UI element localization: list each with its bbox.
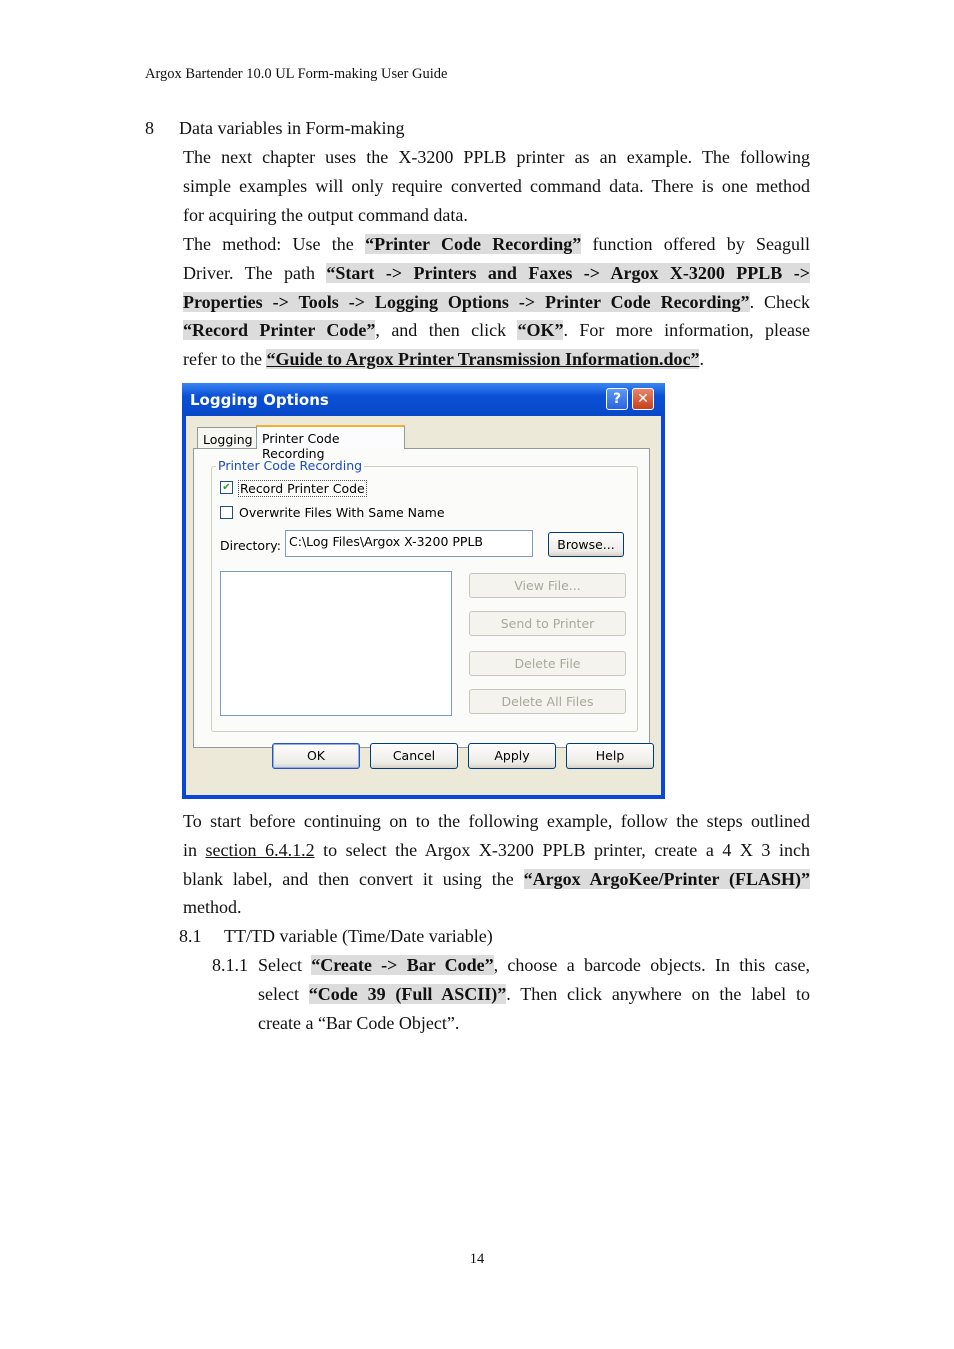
dialog-client-area bbox=[186, 416, 661, 795]
step-line-1 bbox=[258, 951, 810, 980]
dialog-title-bar bbox=[182, 383, 665, 416]
highlight-record-printer-code: “Record Printer Code” bbox=[183, 320, 376, 340]
step-line-3: create a “Bar Code Object”. bbox=[258, 1013, 460, 1033]
method-line-2 bbox=[183, 259, 810, 288]
highlight-path-part-2: Properties -> Tools -> Logging Options -> Printer Code Recording” bbox=[183, 292, 750, 312]
directory-label: Directory: bbox=[220, 538, 281, 553]
section-8-number: 8 bbox=[145, 118, 154, 138]
text: select bbox=[258, 984, 309, 1004]
recorded-files-list[interactable] bbox=[220, 571, 452, 716]
method-line-3 bbox=[183, 288, 810, 317]
text: to select the Argox X-3200 PPLB printer, create a 4 X 3 inch bbox=[314, 840, 810, 860]
highlight-code-39: “Code 39 (Full ASCII)” bbox=[308, 984, 507, 1004]
help-icon[interactable]: ? bbox=[606, 388, 628, 410]
send-to-printer-button[interactable]: Send to Printer bbox=[469, 611, 626, 636]
text: , choose a barcode objects. In this case, bbox=[493, 955, 810, 975]
step-8-1-1-number: 8.1.1 bbox=[212, 955, 248, 975]
text: . For more information, please bbox=[563, 320, 811, 340]
text: refer to the bbox=[183, 349, 267, 369]
tab-printer-code-recording[interactable]: Printer Code Recording bbox=[256, 425, 405, 449]
logging-options-dialog bbox=[182, 383, 665, 799]
text: . bbox=[699, 349, 704, 369]
overwrite-files-checkbox[interactable] bbox=[220, 506, 233, 519]
delete-file-button[interactable]: Delete File bbox=[469, 651, 626, 676]
text: blank label, and then convert it using the bbox=[183, 869, 524, 889]
overwrite-files-label[interactable]: Overwrite Files With Same Name bbox=[239, 505, 445, 520]
tab-panel bbox=[193, 448, 650, 748]
tab-logging[interactable]: Logging bbox=[197, 427, 257, 449]
intro-line-1: The next chapter uses the X-3200 PPLB printer as an example. The following bbox=[183, 147, 810, 167]
dialog-title: Logging Options bbox=[190, 391, 329, 409]
after-line-3 bbox=[183, 865, 810, 894]
after-line-1: To start before continuing on to the following example, follow the steps outlined bbox=[183, 811, 810, 831]
intro-line-3: for acquiring the output command data. bbox=[183, 205, 468, 225]
highlight-printer-code-recording: “Printer Code Recording” bbox=[365, 234, 582, 254]
section-8-1-title: TT/TD variable (Time/Date variable) bbox=[224, 926, 493, 946]
section-link[interactable]: section 6.4.1.2 bbox=[205, 840, 315, 860]
section-8-1-number: 8.1 bbox=[179, 926, 202, 946]
section-8-title: Data variables in Form-making bbox=[179, 118, 405, 138]
text: Driver. The path bbox=[183, 263, 327, 283]
browse-button[interactable]: Browse... bbox=[548, 532, 624, 557]
delete-all-files-button[interactable]: Delete All Files bbox=[469, 689, 626, 714]
running-header: Argox Bartender 10.0 UL Form-making User Guide bbox=[145, 66, 448, 82]
text: in bbox=[183, 840, 206, 860]
step-line-2 bbox=[258, 980, 810, 1009]
close-icon[interactable]: ✕ bbox=[632, 388, 654, 410]
text: . Check bbox=[749, 292, 810, 312]
record-printer-code-checkbox[interactable]: ✔ bbox=[220, 481, 233, 494]
text: The method: Use the bbox=[183, 234, 366, 254]
intro-line-2: simple examples will only require converted command data. There is one method bbox=[183, 176, 810, 196]
after-line-2 bbox=[183, 836, 810, 865]
ok-button[interactable]: OK bbox=[272, 743, 360, 769]
guide-document-link[interactable]: “Guide to Argox Printer Transmission Information.doc” bbox=[266, 349, 700, 369]
highlight-create-bar-code: “Create -> Bar Code” bbox=[311, 955, 494, 975]
apply-button[interactable]: Apply bbox=[468, 743, 556, 769]
record-printer-code-label[interactable]: Record Printer Code bbox=[240, 481, 365, 496]
help-button[interactable]: Help bbox=[566, 743, 654, 769]
text: , and then click bbox=[375, 320, 518, 340]
highlight-path-part-1: “Start -> Printers and Faxes -> Argox X-3200 PPLB -> bbox=[326, 263, 810, 283]
after-line-4: method. bbox=[183, 897, 242, 917]
group-label: Printer Code Recording bbox=[218, 458, 363, 473]
text: function offered by Seagull bbox=[581, 234, 810, 254]
cancel-button[interactable]: Cancel bbox=[370, 743, 458, 769]
page-number: 14 bbox=[469, 1251, 485, 1267]
method-line-5 bbox=[183, 345, 704, 374]
method-line-4 bbox=[183, 316, 810, 345]
directory-field[interactable]: C:\Log Files\Argox X-3200 PPLB bbox=[285, 530, 533, 557]
text: . Then click anywhere on the label to bbox=[506, 984, 810, 1004]
text: Select bbox=[258, 955, 312, 975]
view-file-button[interactable]: View File... bbox=[469, 573, 626, 598]
highlight-ok: “OK” bbox=[517, 320, 564, 340]
method-line-1 bbox=[183, 230, 810, 259]
highlight-argokee-flash: “Argox ArgoKee/Printer (FLASH)” bbox=[523, 869, 811, 889]
